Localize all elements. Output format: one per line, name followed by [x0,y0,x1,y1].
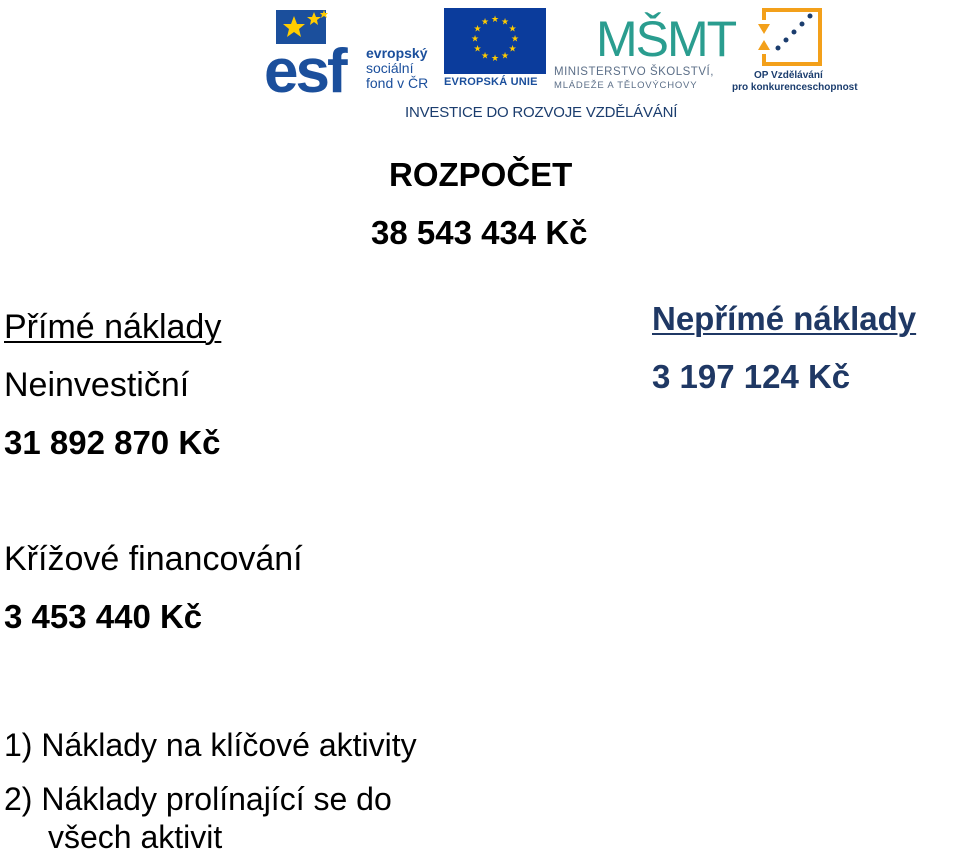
esf-logo [262,6,434,106]
svg-text:★: ★ [500,51,510,62]
esf-line2: sociální [366,60,414,76]
logo-band [262,2,862,128]
slogan: INVESTICE DO ROZVOJE VZDĚLÁVÁNÍ [405,104,678,121]
msmt-line2: MLÁDEŽE A TĚLOVÝCHOVY [554,80,698,91]
svg-text:★: ★ [490,54,500,64]
svg-text:★: ★ [480,51,490,62]
budget-title: ROZPOČET [389,156,573,193]
op-mark-icon [730,4,842,70]
svg-text:★: ★ [510,34,520,45]
svg-text:MŠMT: MŠMT [596,11,736,67]
msmt-mark-icon [552,4,736,67]
svg-text:★: ★ [500,17,510,28]
esf-text [366,46,428,91]
eu-logo [444,8,546,94]
direct-heading: Přímé náklady [4,308,222,346]
cross-heading: Křížové financování [4,540,303,578]
svg-text:★: ★ [480,17,490,28]
msmt-line1: MINISTERSTVO ŠKOLSTVÍ, [554,66,714,78]
svg-text:★: ★ [508,44,517,55]
eu-flag-icon [444,8,546,74]
svg-text:★: ★ [470,34,480,45]
svg-text:★: ★ [473,44,482,55]
indirect-heading: Nepřímé náklady [652,300,917,337]
note-2-line2: všech aktivit [48,819,223,855]
direct-subheading: Neinvestiční [4,366,190,404]
esf-line1: evropský [366,45,428,61]
op-logo [730,4,858,96]
msmt-logo [552,4,736,94]
budget-total: 38 543 434 Kč [371,214,588,251]
op-line1: OP Vzdělávání [754,70,823,81]
cross-amount: 3 453 440 Kč [4,598,203,635]
esf-line3: fond v ČR [366,75,429,91]
note-1: 1) Náklady na klíčové aktivity [4,727,417,763]
op-line2: pro konkurenceschopnost [732,82,858,93]
esf-mark-icon [262,6,366,106]
eu-label: EVROPSKÁ UNIE [444,76,538,88]
svg-text:★: ★ [490,15,500,25]
svg-text:★: ★ [508,24,517,35]
direct-amount: 31 892 870 Kč [4,424,221,461]
svg-text:★: ★ [473,24,482,35]
indirect-amount: 3 197 124 Kč [652,358,851,395]
note-2-line1: 2) Náklady prolínající se do [4,781,392,817]
svg-text:esf: esf [264,37,345,106]
